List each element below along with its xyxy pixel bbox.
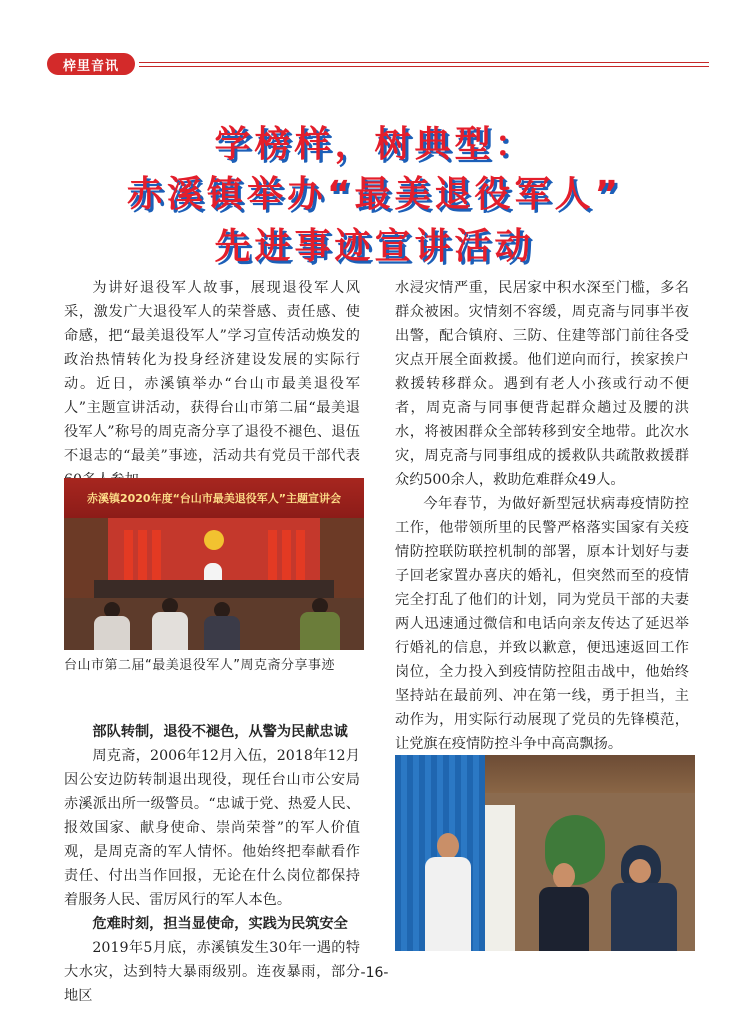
- flag: [282, 530, 291, 584]
- header-rule: [139, 62, 709, 67]
- photo-caption: 台山市第二届“最美退役军人”周克斋分享事迹: [64, 658, 335, 673]
- section-heading-2: 危难时刻，担当显使命，实践为民筑安全: [92, 916, 348, 932]
- section-2-paragraph-start: 2019年5月底，赤溪镇发生30年一遇的特大水灾，达到特大暴雨级别。连夜暴雨，部分地区: [64, 940, 360, 1004]
- column-tag: [47, 53, 135, 75]
- page-number: -16-: [360, 965, 389, 981]
- section-2-paragraph-2: 今年春节，为做好新型冠状病毒疫情防控工作，他带领所里的民警严格落实国家有关疫情防控联防联控机制的部署，原本计划好与妻子回老家置办喜庆的婚礼，但突然而至的疫情完全打乱了他们的计划，同为党员干部的夫妻两人迅速通过微信和电话向亲友传达了延迟举行婚礼的信息，并致以歉意，便迅速返回工作岗位，全力投入到疫情防控阻击战中，他始终坚持站在最前列、冲在第一线，勇于担当，主动作为，用实际行动展现了党员的先锋模范，让党旗在疫情防控斗争中高高飘扬。: [395, 496, 689, 752]
- party-emblem-icon: [204, 530, 224, 550]
- column-tag-label: 梓里音讯: [62, 58, 119, 74]
- section-2-paragraph-cont: 水浸灾情严重，民居家中积水深至门槛，多名群众被困。灾情刻不容缓，周克斋与同事半夜出警，配合镇府、三防、住建等部门前往各受灾点开展全面救援。他们逆向而行，挨家挨户救援转移群众。遇到有老人小孩或行动不便者，周克斋与同事便背起群众趟过及腰的洪水，将被困群众全部转移到安全地带。此次水灾，周克斋与同事组成的援救队共疏散救援群众约500余人，救助危难群众49人。: [395, 280, 689, 488]
- flag: [124, 530, 133, 584]
- audience-body: [152, 612, 188, 650]
- intro-column: [64, 276, 360, 492]
- police-photo: [395, 755, 695, 951]
- right-column: [395, 276, 689, 756]
- person-face: [629, 859, 651, 883]
- section-1-paragraph: 周克斋，2006年12月入伍，2018年12月因公安边防转制退出现役，现任台山市公安局赤溪派出所一级警员。“忠诚于党、热爱人民、报效国家、献身使命、崇尚荣誉”的军人价值观，是周克斋的军人情怀。他始终把奉献看作责任、付出当作回报，无论在什么岗位都保持着服务人民、雷厉风行的军人本色。: [64, 748, 360, 908]
- title-line-3: 先进事迹宣讲活动: [214, 226, 535, 267]
- flag: [152, 530, 161, 584]
- flag: [296, 530, 305, 584]
- title-line-1: 学榜样，树典型：: [214, 124, 535, 165]
- podium-table: [94, 580, 334, 600]
- intro-paragraph: 为讲好退役军人故事，展现退役军人风采，激发广大退役军人的荣誉感、责任感、使命感，把“最美退役军人”学习宣传活动焕发的政治热情转化为投身经济建设发展的实际行动。近日，赤溪镇举办“台山市最美退役军人”主题宣讲活动，获得台山市第二届“最美退役军人”称号的周克斋分享了退役不褪色、退伍不退志的“最美”事迹，活动共有党员干部代表: [64, 280, 360, 464]
- lecture-photo: [64, 478, 364, 650]
- person-face: [437, 833, 459, 859]
- audience-body: [94, 616, 130, 650]
- title-line-2: 赤溪镇举办“最美退役军人”: [126, 174, 623, 215]
- lecture-banner-text: 赤溪镇2020年度“台山市最美退役军人”主题宣讲会: [86, 492, 342, 505]
- flag: [138, 530, 147, 584]
- person-villager: [425, 857, 471, 951]
- container-door: [485, 805, 515, 951]
- audience-body: [300, 612, 340, 650]
- person-face: [553, 863, 575, 889]
- lecture-banner: [64, 478, 364, 518]
- person-officer: [539, 887, 589, 951]
- flag: [268, 530, 277, 584]
- audience-body: [204, 616, 240, 650]
- person-officer-raincoat: [611, 883, 677, 951]
- section-heading-1: 部队转制，退役不褪色，从警为民献忠诚: [92, 724, 348, 740]
